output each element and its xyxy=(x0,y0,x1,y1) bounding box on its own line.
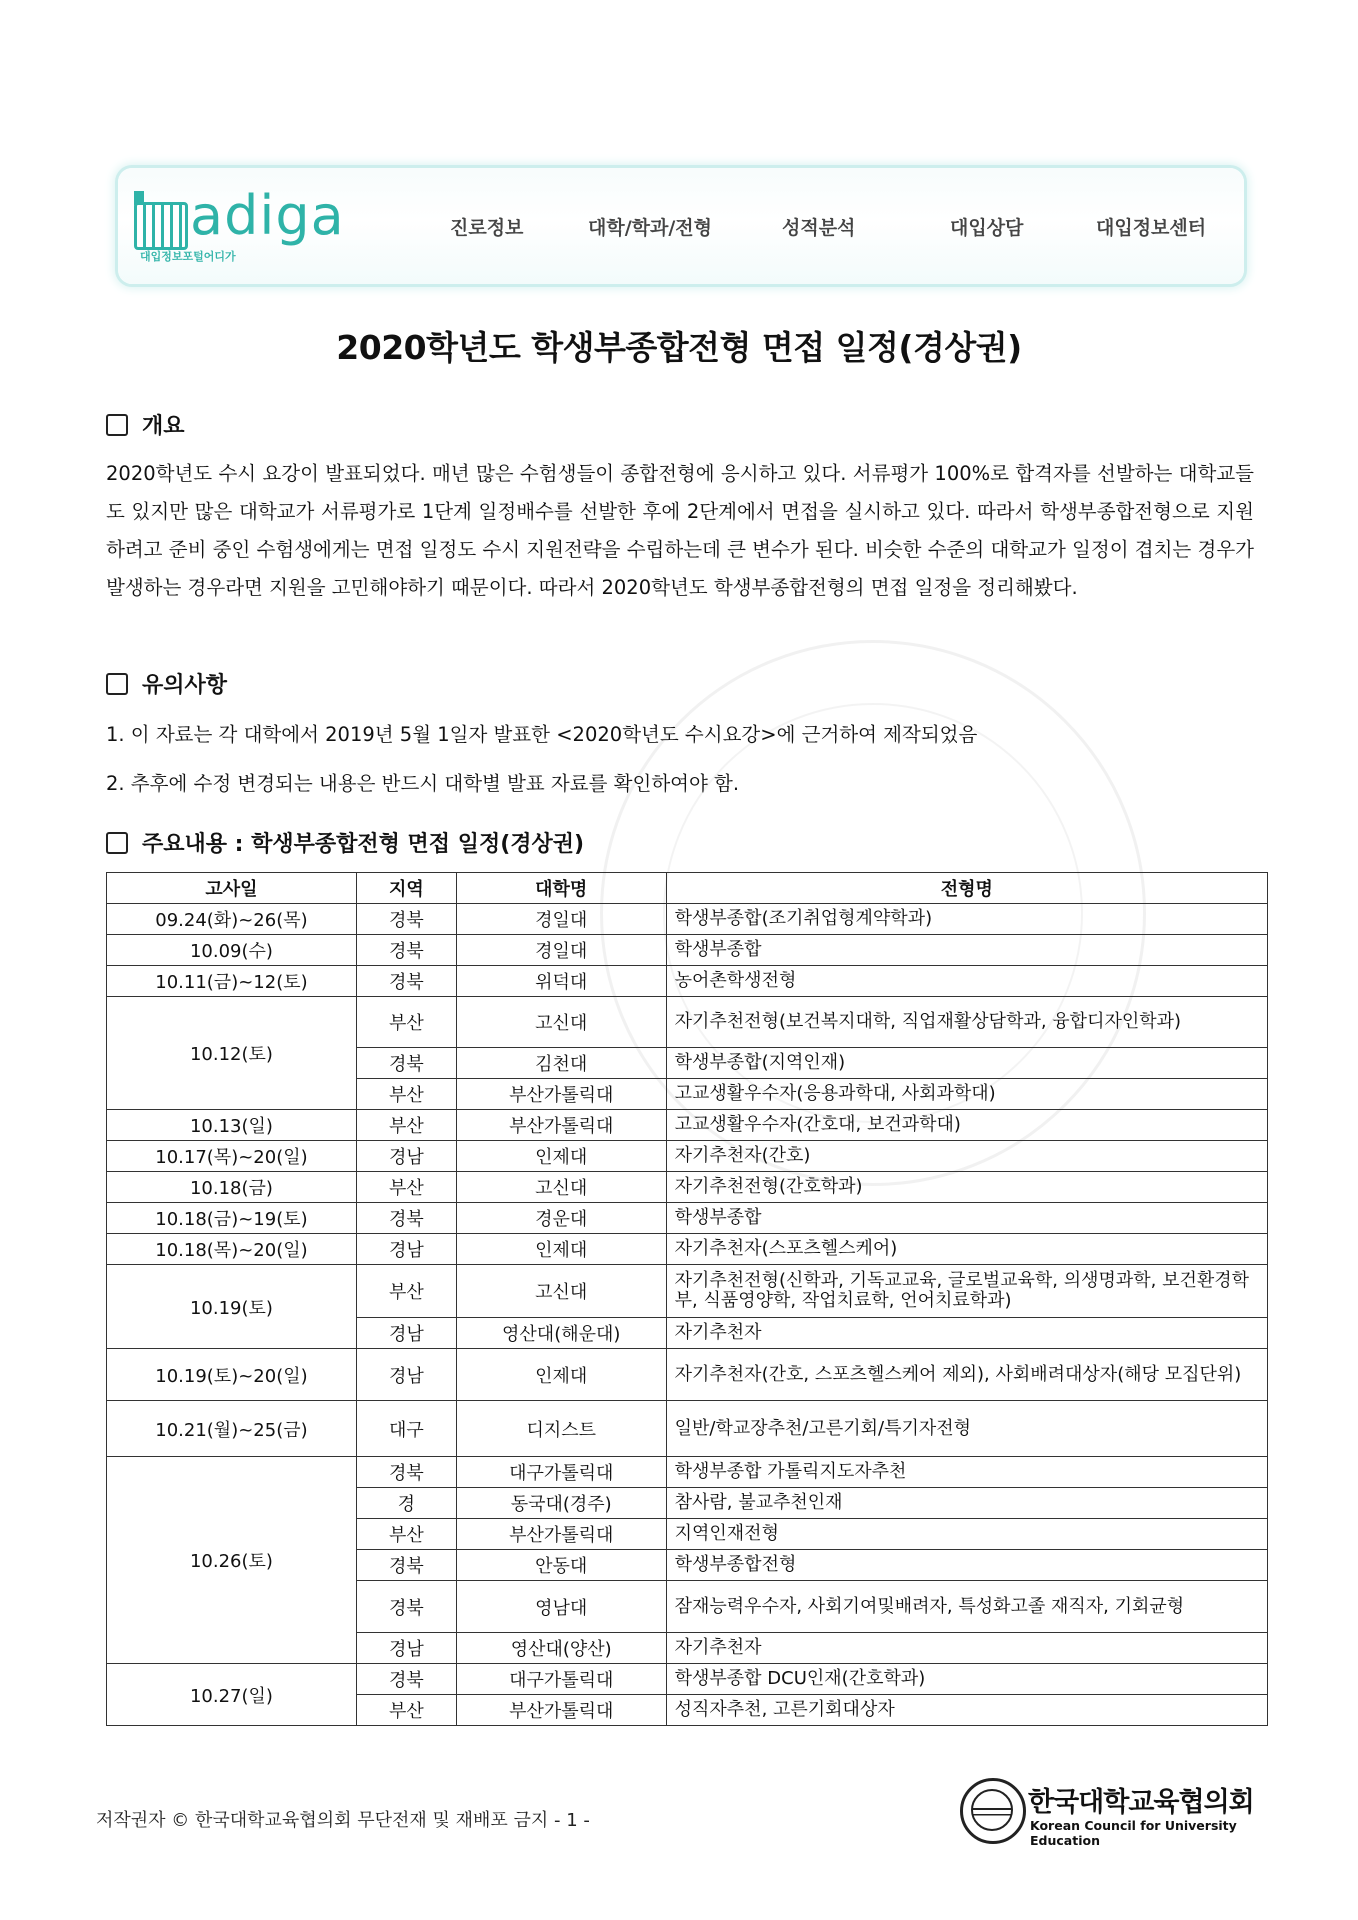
cell-type: 고교생활우수자(응용과학대, 사회과학대) xyxy=(666,1079,1267,1110)
cell-university: 김천대 xyxy=(456,1048,666,1079)
cell-region: 경북 xyxy=(356,1203,456,1234)
cell-type: 자기추천전형(보건복지대학, 직업재활상담학과, 융합디자인학과) xyxy=(666,997,1267,1048)
table-row xyxy=(107,904,1268,935)
cell-region: 경북 xyxy=(356,904,456,935)
nav-consult[interactable]: 대입상담 xyxy=(950,216,1024,239)
cell-type: 농어촌학생전형 xyxy=(666,966,1267,997)
cell-date: 10.19(토)~20(일) xyxy=(107,1349,357,1401)
cell-university: 디지스트 xyxy=(456,1401,666,1457)
cell-university: 안동대 xyxy=(456,1550,666,1581)
cell-type: 학생부종합(조기취업형계약학과) xyxy=(666,904,1267,935)
section-notes-heading xyxy=(106,668,227,699)
cell-region: 경남 xyxy=(356,1234,456,1265)
cell-region: 부산 xyxy=(356,1519,456,1550)
cell-region: 부산 xyxy=(356,1110,456,1141)
cell-region: 부산 xyxy=(356,1695,456,1726)
cell-date: 10.18(목)~20(일) xyxy=(107,1234,357,1265)
cell-type: 고교생활우수자(간호대, 보건과학대) xyxy=(666,1110,1267,1141)
cell-date: 09.24(화)~26(목) xyxy=(107,904,357,935)
table-row xyxy=(107,966,1268,997)
table-row xyxy=(107,997,1268,1048)
cell-region: 경북 xyxy=(356,1581,456,1633)
section-main-heading xyxy=(106,827,584,858)
cell-university: 영남대 xyxy=(456,1581,666,1633)
table-row xyxy=(107,1203,1268,1234)
cell-type: 성직자추천, 고른기회대상자 xyxy=(666,1695,1267,1726)
table-row xyxy=(107,1110,1268,1141)
cell-university: 고신대 xyxy=(456,997,666,1048)
cell-university: 고신대 xyxy=(456,1172,666,1203)
cell-type: 자기추천자(스포츠헬스케어) xyxy=(666,1234,1267,1265)
checkbox-icon xyxy=(106,673,128,695)
cell-date: 10.11(금)~12(토) xyxy=(107,966,357,997)
cell-type: 학생부종합 DCU인재(간호학과) xyxy=(666,1664,1267,1695)
nav-university[interactable]: 대학/학과/전형 xyxy=(588,216,713,239)
cell-university: 위덕대 xyxy=(456,966,666,997)
checkbox-icon xyxy=(106,414,128,436)
cell-region: 대구 xyxy=(356,1401,456,1457)
table-header-row xyxy=(107,873,1268,904)
header-region: 지역 xyxy=(356,873,456,904)
cell-university: 대구가톨릭대 xyxy=(456,1457,666,1488)
cell-university: 경일대 xyxy=(456,904,666,935)
cell-university: 인제대 xyxy=(456,1234,666,1265)
nav-career[interactable]: 진로정보 xyxy=(450,216,524,239)
nav-score[interactable]: 성적분석 xyxy=(782,216,856,239)
cell-region: 경북 xyxy=(356,1457,456,1488)
cell-university: 부산가톨릭대 xyxy=(456,1110,666,1141)
interview-schedule-table xyxy=(106,872,1268,1726)
table-row xyxy=(107,1349,1268,1401)
kcue-name-korean: 한국대학교육협의회 xyxy=(1028,1787,1254,1818)
adiga-logo[interactable] xyxy=(134,184,364,268)
table-row xyxy=(107,935,1268,966)
page-title: 2020학년도 학생부종합전형 면접 일정(경상권) xyxy=(336,328,1022,367)
cell-region: 부산 xyxy=(356,1172,456,1203)
cell-region: 부산 xyxy=(356,1265,456,1318)
cell-date: 10.18(금) xyxy=(107,1172,357,1203)
table-row xyxy=(107,1664,1268,1695)
cell-university: 영산대(해운대) xyxy=(456,1318,666,1349)
table-row xyxy=(107,1265,1268,1318)
cell-date: 10.18(금)~19(토) xyxy=(107,1203,357,1234)
cell-university: 부산가톨릭대 xyxy=(456,1695,666,1726)
header-university: 대학명 xyxy=(456,873,666,904)
overview-paragraph: 2020학년도 수시 요강이 발표되었다. 매년 많은 수험생들이 종합전형에 응시하고 있다. 서류평가 100%로 합격자를 선발하는 대학교들도 있지만 많은 대학교가 서류평가로 1단계 일정배수를 선발한 후에 2단계에서 면접을 실시하고 있다. 따라서 학생부종합전형으로 지원하려고 준비 중인 수험생에게는 면접 일정도 수시 지원전략을 수립하는데 큰 변수가 된다. 비슷한 수준의 대학교가 일정이 겹치는 경우가 발생하는 경우라면 지원을 고민해야하기 때문이다. 따라서 2020학년도 학생부종합전형의 면접 일정을 정리해봤다. xyxy=(106,462,1254,599)
cell-region: 경북 xyxy=(356,1664,456,1695)
cell-university: 경운대 xyxy=(456,1203,666,1234)
cell-date: 10.19(토) xyxy=(107,1265,357,1349)
cell-type: 자기추천전형(신학과, 기독교교육, 글로벌교육학, 의생명과학, 보건환경학부, 식품영양학, 작업치료학, 언어치료학과) xyxy=(666,1265,1267,1318)
cell-date: 10.27(일) xyxy=(107,1664,357,1726)
cell-type: 학생부종합(지역인재) xyxy=(666,1048,1267,1079)
table-row xyxy=(107,1457,1268,1488)
cell-date: 10.26(토) xyxy=(107,1457,357,1664)
section-heading-text: 주요내용 : 학생부종합전형 면접 일정(경상권) xyxy=(142,832,585,857)
cell-type: 참사람, 불교추천인재 xyxy=(666,1488,1267,1519)
nav-info-center[interactable]: 대입정보센터 xyxy=(1096,216,1207,239)
cell-type: 학생부종합전형 xyxy=(666,1550,1267,1581)
cell-region: 경북 xyxy=(356,935,456,966)
cell-date: 10.12(토) xyxy=(107,997,357,1110)
kcue-seal-icon xyxy=(960,1778,1026,1844)
header-date: 고사일 xyxy=(107,873,357,904)
cell-region: 부산 xyxy=(356,997,456,1048)
table-row xyxy=(107,1401,1268,1457)
cell-type: 잠재능력우수자, 사회기여및배려자, 특성화고졸 재직자, 기회균형 xyxy=(666,1581,1267,1633)
cell-type: 지역인재전형 xyxy=(666,1519,1267,1550)
cell-university: 인제대 xyxy=(456,1141,666,1172)
section-overview-heading xyxy=(106,409,185,440)
cell-university: 대구가톨릭대 xyxy=(456,1664,666,1695)
table-row xyxy=(107,1172,1268,1203)
cell-type: 자기추천자 xyxy=(666,1318,1267,1349)
table-row xyxy=(107,1234,1268,1265)
cell-region: 경 xyxy=(356,1488,456,1519)
cell-type: 자기추천자 xyxy=(666,1633,1267,1664)
cell-university: 동국대(경주) xyxy=(456,1488,666,1519)
cell-region: 경남 xyxy=(356,1141,456,1172)
cell-university: 인제대 xyxy=(456,1349,666,1401)
kcue-logo xyxy=(960,1774,1260,1848)
cell-region: 경북 xyxy=(356,1550,456,1581)
table-row xyxy=(107,1141,1268,1172)
header-admission-type: 전형명 xyxy=(666,873,1267,904)
cell-type: 일반/학교장추천/고른기회/특기자전형 xyxy=(666,1401,1267,1457)
note-item-2: 2. 추후에 수정 변경되는 내용은 반드시 대학별 발표 자료를 확인하여야 함. xyxy=(106,772,740,795)
cell-university: 부산가톨릭대 xyxy=(456,1519,666,1550)
section-heading-text: 유의사항 xyxy=(142,673,228,698)
kcue-name-english: Korean Council for University Education xyxy=(1030,1818,1237,1848)
logo-text: adiga xyxy=(190,184,345,247)
cell-date: 10.21(월)~25(금) xyxy=(107,1401,357,1457)
checkbox-icon xyxy=(106,832,128,854)
cell-region: 경남 xyxy=(356,1633,456,1664)
cell-university: 부산가톨릭대 xyxy=(456,1079,666,1110)
cell-date: 10.13(일) xyxy=(107,1110,357,1141)
cell-type: 학생부종합 xyxy=(666,1203,1267,1234)
cell-type: 자기추천자(간호, 스포츠헬스케어 제외), 사회배려대상자(해당 모집단위) xyxy=(666,1349,1267,1401)
cell-region: 부산 xyxy=(356,1079,456,1110)
cell-date: 10.09(수) xyxy=(107,935,357,966)
section-heading-text: 개요 xyxy=(142,414,185,439)
cell-type: 자기추천자(간호) xyxy=(666,1141,1267,1172)
copyright-footer: 저작권자 © 한국대학교육협의회 무단전재 및 재배포 금지 - 1 - xyxy=(96,1810,590,1831)
cell-region: 경북 xyxy=(356,966,456,997)
cell-region: 경북 xyxy=(356,1048,456,1079)
cell-region: 경남 xyxy=(356,1318,456,1349)
building-icon xyxy=(134,202,188,250)
cell-university: 경일대 xyxy=(456,935,666,966)
cell-university: 영산대(양산) xyxy=(456,1633,666,1664)
cell-type: 자기추천전형(간호학과) xyxy=(666,1172,1267,1203)
cell-type: 학생부종합 가톨릭지도자추천 xyxy=(666,1457,1267,1488)
note-item-1: 1. 이 자료는 각 대학에서 2019년 5월 1일자 발표한 <2020학년도 수시요강>에 근거하여 제작되었음 xyxy=(106,723,978,746)
cell-university: 고신대 xyxy=(456,1265,666,1318)
cell-date: 10.17(목)~20(일) xyxy=(107,1141,357,1172)
adiga-banner xyxy=(118,168,1244,284)
cell-type: 학생부종합 xyxy=(666,935,1267,966)
logo-subtitle: 대입정보포털어디가 xyxy=(140,250,236,263)
cell-region: 경남 xyxy=(356,1349,456,1401)
